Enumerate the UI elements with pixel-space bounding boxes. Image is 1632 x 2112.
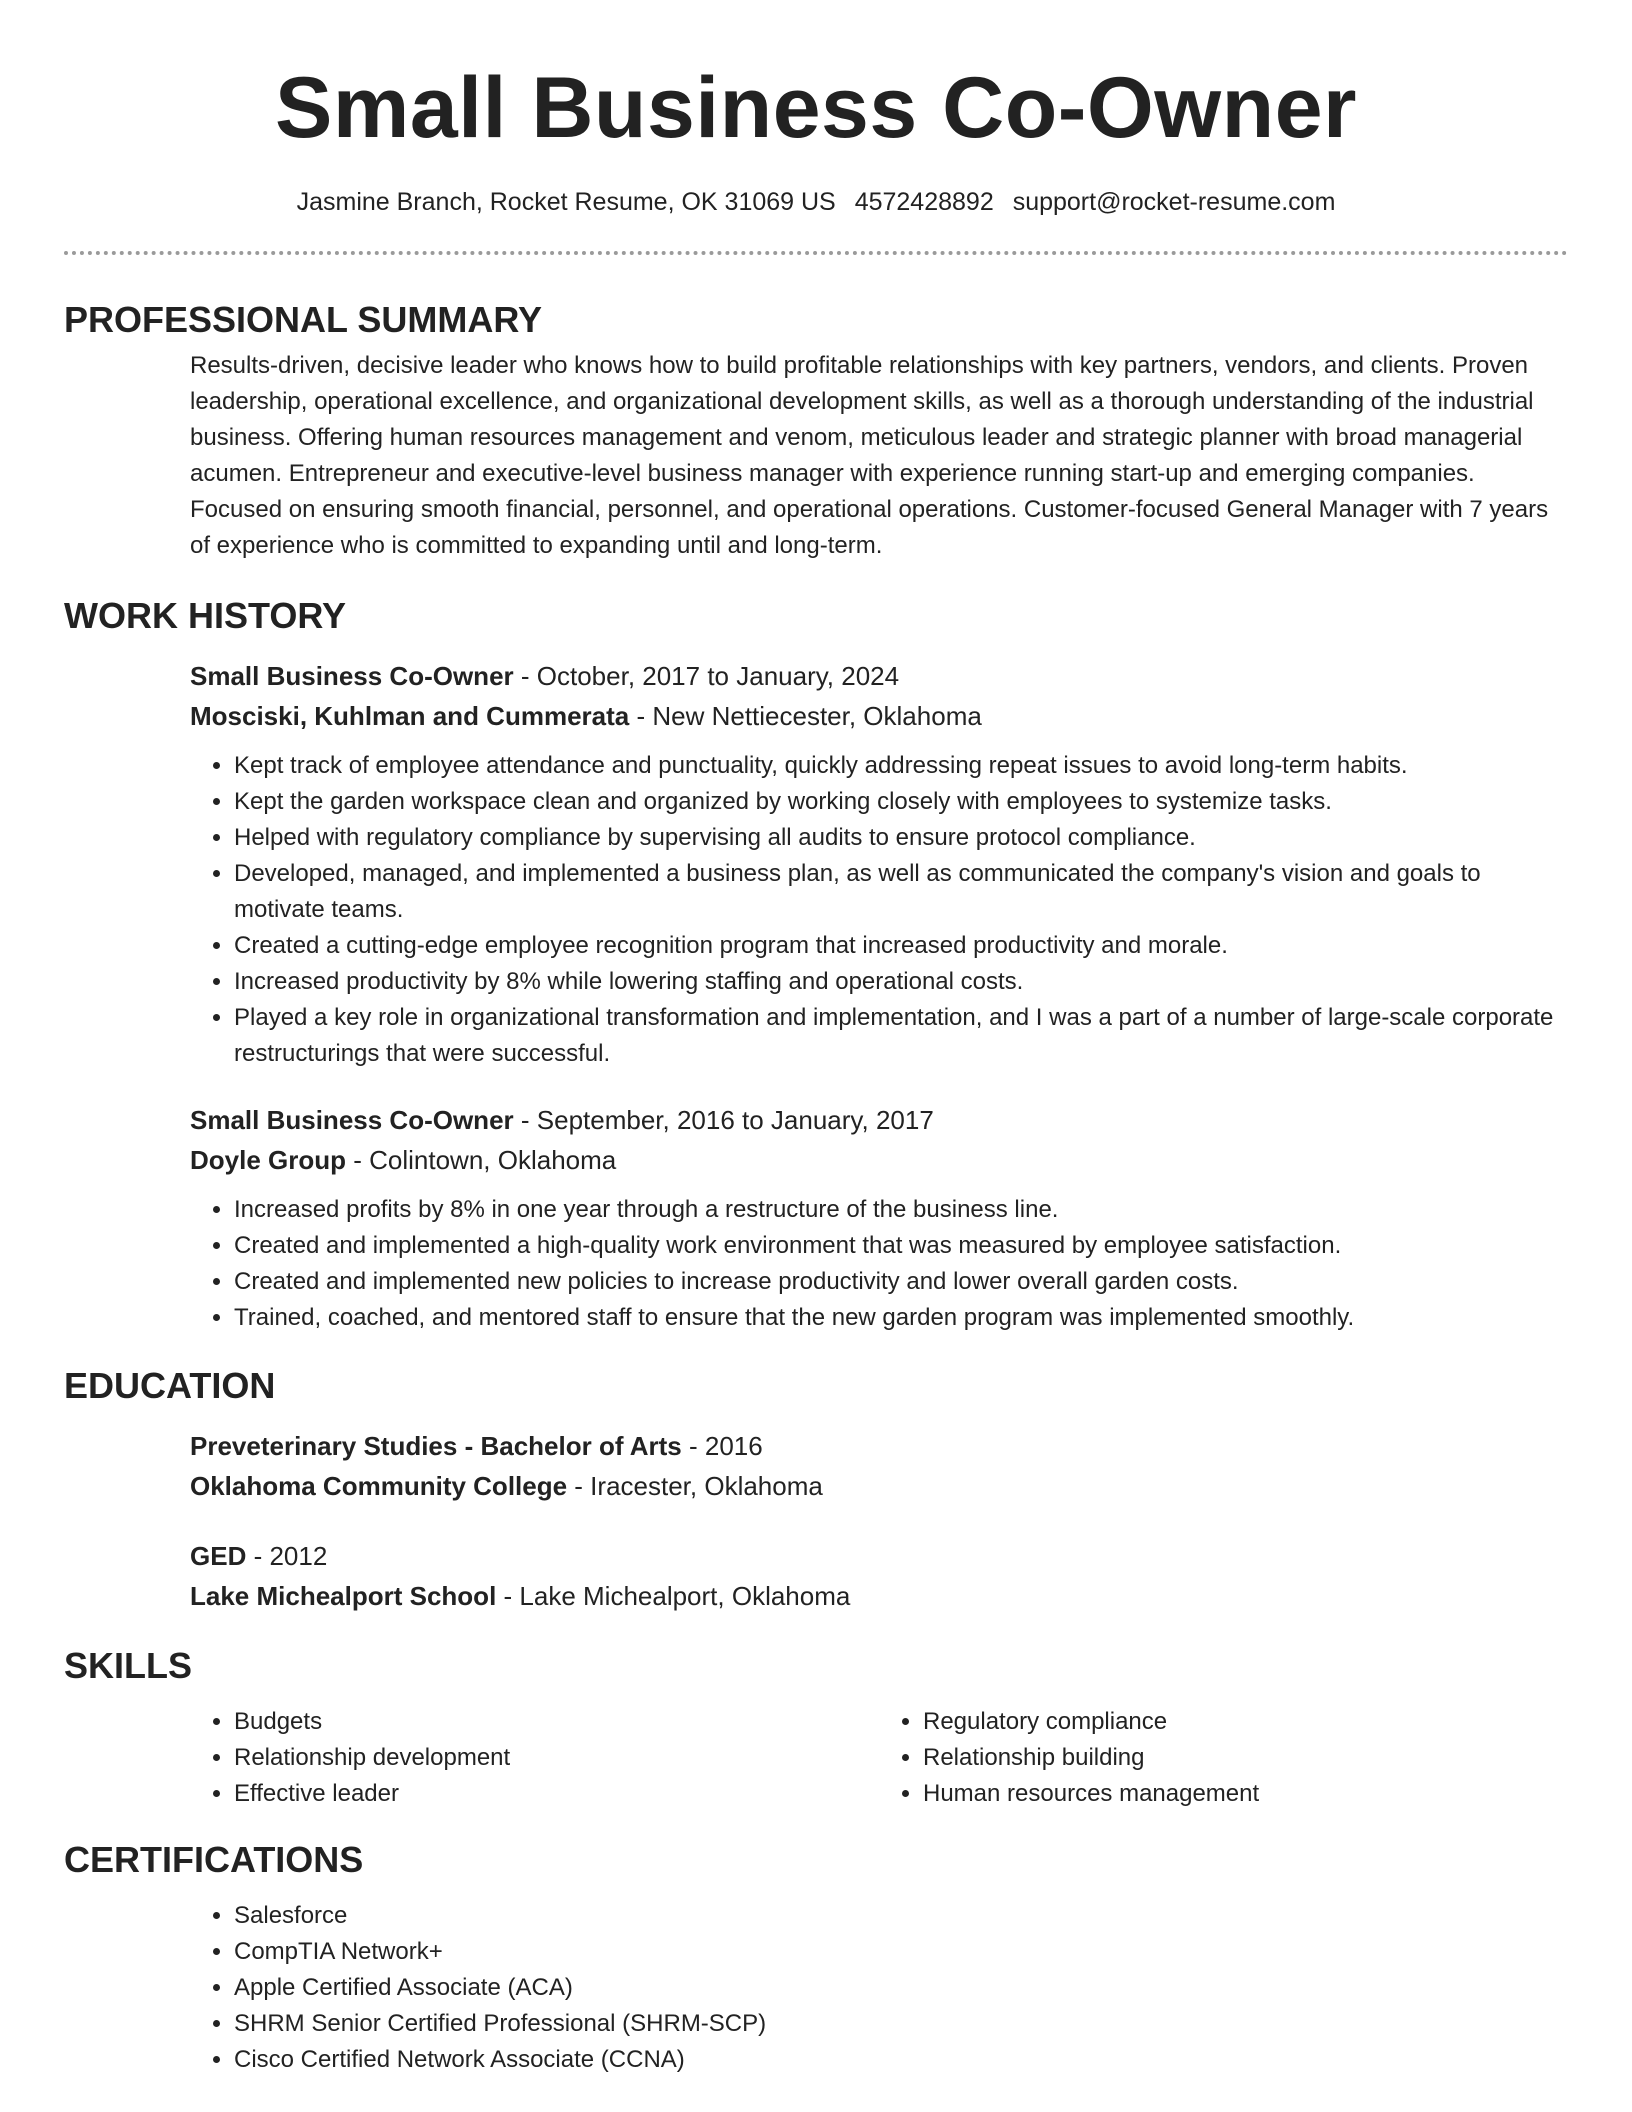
skills-column-left bbox=[190, 1704, 879, 1812]
list-item: • Created a cutting-edge employee recognition program that increased productivity and morale. bbox=[234, 928, 1568, 964]
job-role: Small Business Co-Owner bbox=[190, 1105, 514, 1135]
job-bullets bbox=[190, 748, 1568, 1072]
certifications bbox=[190, 1898, 1568, 2078]
resume-name: Small Business Co-Owner bbox=[274, 60, 1357, 156]
education-location: - Lake Michealport, Oklahoma bbox=[496, 1581, 851, 1611]
contact-phone: 4572428892 bbox=[854, 188, 994, 216]
list-item: • Cisco Certified Network Associate (CCNA) bbox=[234, 2042, 1568, 2078]
list-item: • Effective leader bbox=[234, 1776, 879, 1812]
list-item: • Created and implemented a high-quality work environment that was measured by employee satisfaction. bbox=[234, 1228, 1568, 1264]
list-item: • Trained, coached, and mentored staff to ensure that the new garden program was implemented smoothly. bbox=[234, 1300, 1568, 1336]
education-entry bbox=[190, 1426, 1568, 1506]
list-item: • Helped with regulatory compliance by supervising all audits to ensure protocol compliance. bbox=[234, 820, 1568, 856]
list-item: • Salesforce bbox=[234, 1898, 1568, 1934]
list-item: • Kept the garden workspace clean and organized by working closely with employees to systemize tasks. bbox=[234, 784, 1568, 820]
education-degree-line bbox=[190, 1536, 1568, 1576]
education-year: - 2016 bbox=[681, 1431, 763, 1461]
list-item: • Budgets bbox=[234, 1704, 879, 1740]
job-role: Small Business Co-Owner bbox=[190, 661, 514, 691]
job-entry bbox=[190, 1100, 1568, 1336]
section-title-work-history: WORK HISTORY bbox=[64, 595, 347, 636]
list-item: • Regulatory compliance bbox=[923, 1704, 1568, 1740]
list-item: • Increased profits by 8% in one year through a restructure of the business line. bbox=[234, 1192, 1568, 1228]
section-title-skills: SKILLS bbox=[64, 1645, 193, 1686]
education-school: Lake Michealport School bbox=[190, 1581, 497, 1611]
contact-line bbox=[64, 186, 1568, 218]
skills-column-right bbox=[879, 1704, 1568, 1812]
education-school-line bbox=[190, 1466, 1568, 1506]
list-item: • Increased productivity by 8% while lowering staffing and operational costs. bbox=[234, 964, 1568, 1000]
job-title-line bbox=[190, 1100, 1568, 1140]
list-item: • SHRM Senior Certified Professional (SHRM-SCP) bbox=[234, 2006, 1568, 2042]
work-history bbox=[190, 656, 1568, 1336]
list-item: • Relationship building bbox=[923, 1740, 1568, 1776]
list-item: • Apple Certified Associate (ACA) bbox=[234, 1970, 1568, 2006]
job-location: - New Nettiecester, Oklahoma bbox=[629, 701, 982, 731]
job-dates: - October, 2017 to January, 2024 bbox=[513, 661, 900, 691]
list-item: • Human resources management bbox=[923, 1776, 1568, 1812]
education-degree: Preveterinary Studies - Bachelor of Arts bbox=[190, 1431, 682, 1461]
section-title-education: EDUCATION bbox=[64, 1365, 276, 1406]
job-company: Doyle Group bbox=[190, 1145, 347, 1175]
job-company-line bbox=[190, 1140, 1568, 1180]
job-location: - Colintown, Oklahoma bbox=[346, 1145, 617, 1175]
list-item: • Developed, managed, and implemented a business plan, as well as communicated the company's vision and goals to motivate teams. bbox=[234, 856, 1568, 928]
education-entry bbox=[190, 1536, 1568, 1616]
job-dates: - September, 2016 to January, 2017 bbox=[513, 1105, 934, 1135]
skills-grid bbox=[190, 1704, 1568, 1812]
job-title-line bbox=[190, 656, 1568, 696]
header-divider bbox=[64, 251, 1568, 255]
list-item: • Relationship development bbox=[234, 1740, 879, 1776]
list-item: • Created and implemented new policies to increase productivity and lower overall garden costs. bbox=[234, 1264, 1568, 1300]
section-title-summary: PROFESSIONAL SUMMARY bbox=[64, 299, 543, 340]
job-entry bbox=[190, 656, 1568, 1072]
section-title-certifications: CERTIFICATIONS bbox=[64, 1839, 364, 1880]
education-degree-line bbox=[190, 1426, 1568, 1466]
education-school: Oklahoma Community College bbox=[190, 1471, 568, 1501]
education-degree: GED bbox=[190, 1541, 247, 1571]
skills bbox=[190, 1704, 1568, 1812]
job-company: Mosciski, Kuhlman and Cummerata bbox=[190, 701, 630, 731]
list-item: • Played a key role in organizational transformation and implementation, and I was a part of a number of large-scale corporate restructurings that were successful. bbox=[234, 1000, 1568, 1072]
education-school-line bbox=[190, 1576, 1568, 1616]
contact-address: Jasmine Branch, Rocket Resume, OK 31069 US bbox=[296, 188, 836, 216]
summary-text: Results-driven, decisive leader who knows how to build profitable relationships with key partners, vendors, and clients. Proven leadership, operational excellence, and organizational development skills, as well as a thorough understanding of the industrial business. Offering human resources management and venom, meticulous leader and strategic planner with broad managerial acumen. Entrepreneur and executive-level business manager with experience running start-up and emerging companies. Focused on ensuring smooth financial, personnel, and operational operations. Customer-focused General Manager with 7 years of experience who is committed to expanding until and long-term. bbox=[190, 352, 1549, 559]
job-company-line bbox=[190, 696, 1568, 736]
certifications-list bbox=[190, 1898, 1568, 2078]
education-location: - Iracester, Oklahoma bbox=[567, 1471, 823, 1501]
list-item: • CompTIA Network+ bbox=[234, 1934, 1568, 1970]
contact-email: support@rocket-resume.com bbox=[1012, 188, 1336, 216]
list-item: • Kept track of employee attendance and punctuality, quickly addressing repeat issues to avoid long-term habits. bbox=[234, 748, 1568, 784]
education bbox=[190, 1426, 1568, 1616]
education-year: - 2012 bbox=[246, 1541, 328, 1571]
job-bullets bbox=[190, 1192, 1568, 1336]
